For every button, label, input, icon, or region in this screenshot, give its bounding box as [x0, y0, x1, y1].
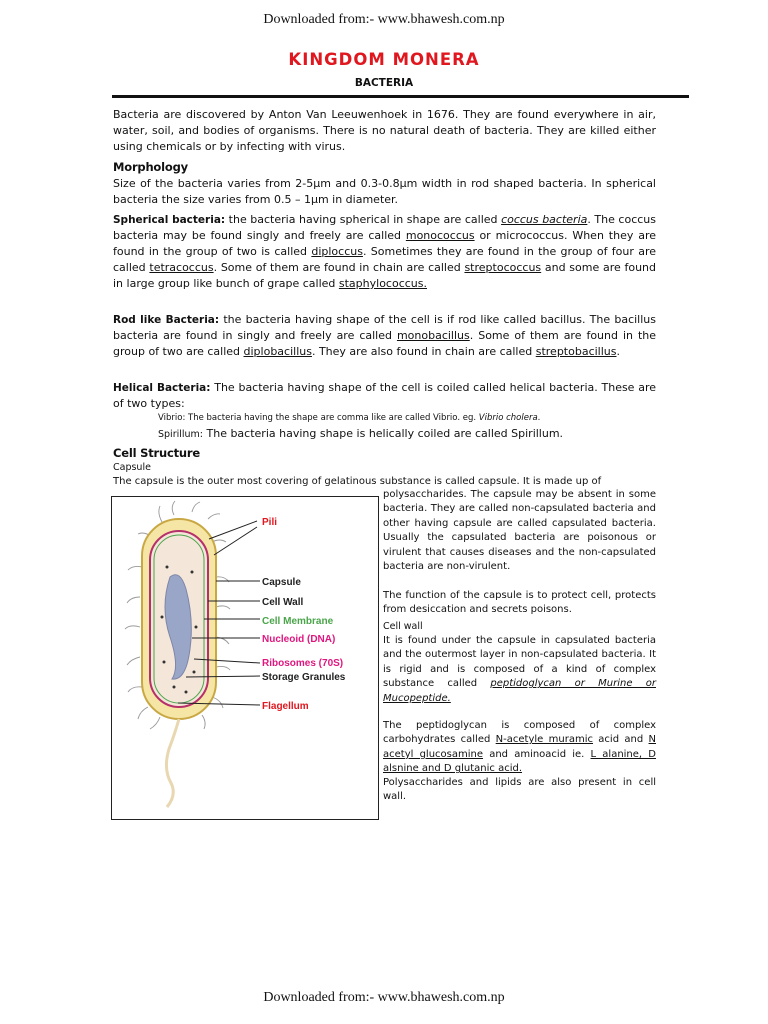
intro-paragraph: Bacteria are discovered by Anton Van Leeuwenhoek in 1676. They are found everywhere in air, water, soil, and bodies of organisms. There is no natural death of bacteria. They are killed either using chemicals or by infecting with virus. — [113, 108, 656, 153]
text-span: the bacteria having shape of the cell is if rod like called bacillus. The bacillus bacteria are found in singly and freely are called — [113, 313, 657, 342]
term-diploccus: diploccus — [311, 245, 363, 258]
rod-label: Rod like Bacteria: — [113, 314, 220, 326]
label-ribosomes: Ribosomes (70S) — [262, 658, 344, 669]
page-title: KINGDOM MONERA — [288, 50, 480, 69]
capsule-paragraph: polysaccharides. The capsule may be absent in some bacteria. They are called non-capsulated bacteria and other having capsule are called capsulated bacteria. Usually the capsulated bacteria are poisonous or virulent that causes diseases and the non-capsulated bacteria are non-virulent. — [383, 489, 656, 573]
term-coccus: coccus bacteria — [501, 213, 588, 226]
capsule-heading: Capsule — [113, 462, 151, 473]
peptidoglycan-paragraph — [383, 719, 656, 777]
morphology-paragraph: Size of the bacteria varies from 2-5µm and 0.3-0.8µm width in rod shaped bacteria. In spherical bacteria the size varies from 0.5 – 1µm in diameter. — [113, 177, 656, 206]
vibrio-example: Vibrio cholera — [478, 413, 538, 423]
term-monococcus: monococcus — [405, 229, 475, 242]
term-n-acetyl-glucosamine: N acetyl glucosamine — [383, 734, 657, 760]
text-span: . They are also found in chain are called — [311, 345, 536, 358]
text-span: . Some of them are found in chain are called — [213, 261, 465, 274]
term-diplobacillus: diplobacillus — [243, 345, 312, 358]
term-streptococcus: streptococcus — [464, 261, 542, 274]
term-n-acetyle-muramic: N-acetyle muramic — [495, 734, 593, 746]
polysaccharides-paragraph: Polysaccharides and lipids are also present in cell wall. — [383, 777, 656, 803]
text-span: . Some of them are found in the group of two are called — [113, 329, 657, 358]
flagellum-shape — [166, 719, 179, 807]
term-staphylococcus: staphylococcus. — [338, 277, 427, 290]
term-tetracoccus: tetracoccus — [149, 261, 214, 274]
text-span: It is found under the capsule in capsulated bacteria and the outermost layer in non-capsulated bacteria. It is rigid and is composed of a kind of complex substance called — [383, 635, 656, 690]
helical-label: Helical Bacteria: — [113, 382, 211, 394]
capsule-function: The function of the capsule is to protect cell, protects from desiccation and secrets poisons. — [383, 590, 656, 616]
label-storage-granules: Storage Granules — [262, 672, 346, 683]
label-capsule: Capsule — [262, 577, 301, 588]
helical-paragraph — [113, 380, 656, 412]
page-header: Downloaded from:- www.bhawesh.com.np — [263, 12, 505, 27]
text-span: or micrococcus. When they are found in the group of two is called — [113, 229, 656, 258]
morphology-heading: Morphology — [113, 160, 188, 174]
text-span: The bacteria having the shape are comma like are called Vibrio. eg. — [185, 413, 479, 423]
text-span: . — [616, 345, 620, 358]
text-span: . The coccus bacteria may be found singly and freely are called — [113, 213, 657, 242]
capsule-first-line: The capsule is the outer most covering of gelatinous substance is called capsule. It is made up of — [113, 476, 602, 487]
text-span: and some are found in large group like bunch of grape called — [113, 261, 656, 290]
label-cell-wall: Cell Wall — [262, 597, 304, 608]
label-cell-membrane: Cell Membrane — [262, 616, 334, 627]
text-span: The peptidoglycan is composed of complex carbohydrates called — [383, 720, 656, 746]
cell-wall-paragraph — [383, 634, 656, 706]
text-span: and aminoacid ie. — [483, 748, 591, 760]
text-span: . — [537, 413, 541, 423]
bacteria-cell-diagram — [111, 496, 379, 820]
label-flagellum: Flagellum — [262, 701, 309, 712]
term-peptidoglycan: peptidoglycan or Murine or Mucopeptide. — [383, 678, 656, 704]
bacteria-cell-svg — [112, 497, 378, 819]
text-span: The bacteria having shape of the cell is coiled called helical bacteria. These are of two types: — [113, 381, 657, 410]
cell-structure-heading: Cell Structure — [113, 446, 200, 460]
spirillum-line — [158, 426, 658, 443]
text-span: the bacteria having spherical in shape are called — [225, 213, 502, 226]
text-span: . Sometimes they are found in the group of four are called — [113, 245, 657, 274]
vibrio-label: Vibrio: — [158, 413, 186, 423]
spherical-label: Spherical bacteria: — [113, 214, 226, 226]
text-span: The bacteria having shape is helically coiled are called Spirillum. — [203, 427, 564, 440]
term-amino-acids: L alanine, D alsnine and D glutanic acid. — [383, 748, 656, 775]
page-subtitle: BACTERIA — [354, 77, 414, 89]
spirillum-label: Spirillum: — [158, 429, 203, 440]
term-monobacillus: monobacillus — [396, 329, 470, 342]
cell-wall-heading: Cell wall — [383, 621, 423, 632]
label-pili: Pili — [262, 517, 278, 528]
page-footer: Downloaded from:- www.bhawesh.com.np — [263, 990, 505, 1005]
title-rule — [112, 95, 689, 98]
label-nucleoid: Nucleoid (DNA) — [262, 634, 336, 645]
text-span: acid and — [592, 734, 649, 746]
vibrio-line — [158, 410, 658, 426]
spherical-paragraph — [113, 212, 656, 292]
rod-paragraph — [113, 312, 656, 360]
term-streptobacillus: streptobacillus — [535, 345, 617, 358]
